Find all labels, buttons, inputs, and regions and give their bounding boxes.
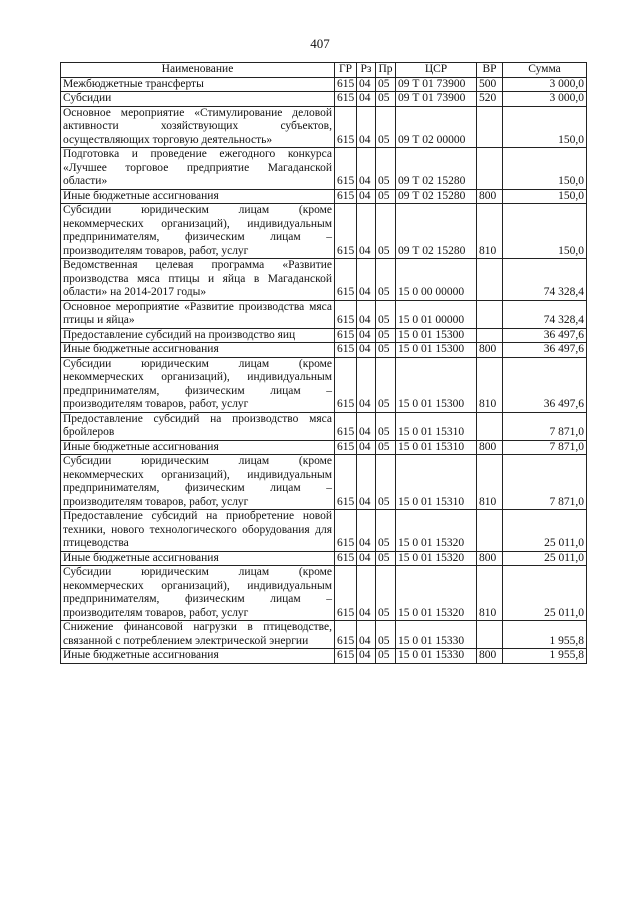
cell-rz: 04: [357, 92, 376, 107]
cell-rz: 04: [357, 412, 376, 440]
cell-name: Иные бюджетные ассигнования: [61, 649, 335, 664]
cell-sum: 7 871,0: [503, 455, 587, 510]
cell-csr: 15 0 01 15330: [396, 649, 477, 664]
cell-name: Субсидии юридическим лицам (кроме некоммерческих организаций), индивидуальным предпринимателям, физическим лицам – производителям товаров, работ, услуг: [61, 357, 335, 412]
column-header-vr: ВР: [477, 63, 503, 78]
budget-table: [60, 62, 587, 664]
cell-csr: 09 Т 02 00000: [396, 106, 477, 148]
cell-name: Ведомственная целевая программа «Развитие производства мяса птицы и яйца в Магаданской области» на 2014-2017 годы»: [61, 259, 335, 301]
cell-rz: 04: [357, 357, 376, 412]
cell-gr: 615: [335, 357, 357, 412]
cell-pr: 05: [376, 259, 396, 301]
cell-sum: 150,0: [503, 106, 587, 148]
cell-pr: 05: [376, 455, 396, 510]
cell-vr: [477, 328, 503, 343]
cell-name: Иные бюджетные ассигнования: [61, 343, 335, 358]
cell-sum: 36 497,6: [503, 328, 587, 343]
cell-pr: 05: [376, 551, 396, 566]
cell-name: Межбюджетные трансферты: [61, 77, 335, 92]
table-row: [61, 328, 587, 343]
cell-rz: 04: [357, 343, 376, 358]
cell-vr: 800: [477, 649, 503, 664]
cell-rz: 04: [357, 300, 376, 328]
cell-gr: 615: [335, 148, 357, 190]
cell-gr: 615: [335, 189, 357, 204]
cell-csr: 15 0 01 15320: [396, 566, 477, 621]
cell-name: Субсидии: [61, 92, 335, 107]
cell-pr: 05: [376, 148, 396, 190]
cell-name: Иные бюджетные ассигнования: [61, 189, 335, 204]
cell-csr: 09 Т 02 15280: [396, 148, 477, 190]
cell-vr: [477, 148, 503, 190]
cell-rz: 04: [357, 259, 376, 301]
cell-vr: 800: [477, 440, 503, 455]
cell-csr: 15 0 01 15300: [396, 328, 477, 343]
cell-pr: 05: [376, 300, 396, 328]
table-row: [61, 148, 587, 190]
cell-sum: 25 011,0: [503, 566, 587, 621]
cell-csr: 15 0 01 15310: [396, 412, 477, 440]
cell-rz: 04: [357, 204, 376, 259]
cell-sum: 7 871,0: [503, 412, 587, 440]
cell-rz: 04: [357, 566, 376, 621]
cell-name: Подготовка и проведение ежегодного конкурса «Лучшее торговое предприятие Магаданской области»: [61, 148, 335, 190]
cell-vr: 800: [477, 343, 503, 358]
cell-gr: 615: [335, 77, 357, 92]
cell-vr: [477, 300, 503, 328]
cell-rz: 04: [357, 77, 376, 92]
cell-gr: 615: [335, 204, 357, 259]
cell-sum: 1 955,8: [503, 649, 587, 664]
table-row: [61, 551, 587, 566]
cell-name: Иные бюджетные ассигнования: [61, 551, 335, 566]
cell-csr: 09 Т 02 15280: [396, 204, 477, 259]
cell-name: Основное мероприятие «Стимулирование деловой активности хозяйствующих субъектов, осуществляющих торговую деятельность»: [61, 106, 335, 148]
cell-sum: 150,0: [503, 189, 587, 204]
table-row: [61, 649, 587, 664]
cell-vr: 500: [477, 77, 503, 92]
cell-vr: 810: [477, 204, 503, 259]
cell-vr: [477, 259, 503, 301]
cell-vr: [477, 106, 503, 148]
cell-csr: 15 0 01 15310: [396, 440, 477, 455]
cell-rz: 04: [357, 106, 376, 148]
cell-pr: 05: [376, 343, 396, 358]
cell-gr: 615: [335, 510, 357, 552]
column-header-gr: ГР: [335, 63, 357, 78]
cell-sum: 150,0: [503, 148, 587, 190]
cell-csr: 15 0 01 00000: [396, 300, 477, 328]
cell-pr: 05: [376, 204, 396, 259]
cell-sum: 36 497,6: [503, 343, 587, 358]
cell-sum: 74 328,4: [503, 300, 587, 328]
cell-vr: [477, 412, 503, 440]
cell-sum: 7 871,0: [503, 440, 587, 455]
table-row: [61, 357, 587, 412]
table-row: [61, 412, 587, 440]
cell-rz: 04: [357, 621, 376, 649]
table-row: [61, 440, 587, 455]
cell-gr: 615: [335, 455, 357, 510]
cell-gr: 615: [335, 412, 357, 440]
cell-sum: 25 011,0: [503, 510, 587, 552]
cell-pr: 05: [376, 621, 396, 649]
cell-gr: 615: [335, 92, 357, 107]
cell-gr: 615: [335, 621, 357, 649]
cell-vr: 800: [477, 189, 503, 204]
cell-rz: 04: [357, 510, 376, 552]
cell-vr: 810: [477, 357, 503, 412]
cell-gr: 615: [335, 649, 357, 664]
cell-pr: 05: [376, 328, 396, 343]
table-row: [61, 621, 587, 649]
cell-gr: 615: [335, 328, 357, 343]
cell-name: Иные бюджетные ассигнования: [61, 440, 335, 455]
cell-rz: 04: [357, 148, 376, 190]
cell-name: Субсидии юридическим лицам (кроме некоммерческих организаций), индивидуальным предпринимателям, физическим лицам – производителям товаров, работ, услуг: [61, 455, 335, 510]
cell-pr: 05: [376, 412, 396, 440]
cell-rz: 04: [357, 328, 376, 343]
cell-csr: 09 Т 01 73900: [396, 77, 477, 92]
column-header-csr: ЦСР: [396, 63, 477, 78]
cell-sum: 1 955,8: [503, 621, 587, 649]
cell-vr: 800: [477, 551, 503, 566]
cell-sum: 3 000,0: [503, 92, 587, 107]
column-header-rz: Рз: [357, 63, 376, 78]
cell-gr: 615: [335, 440, 357, 455]
cell-pr: 05: [376, 510, 396, 552]
cell-sum: 74 328,4: [503, 259, 587, 301]
cell-pr: 05: [376, 649, 396, 664]
table-row: [61, 106, 587, 148]
page-number: 407: [310, 36, 330, 51]
cell-name: Предоставление субсидий на приобретение новой техники, нового технологического оборудования для птицеводства: [61, 510, 335, 552]
cell-vr: 810: [477, 566, 503, 621]
table-row: [61, 189, 587, 204]
cell-pr: 05: [376, 106, 396, 148]
table-row: [61, 455, 587, 510]
table-row: [61, 343, 587, 358]
table-row: [61, 77, 587, 92]
cell-gr: 615: [335, 566, 357, 621]
table-body: [61, 77, 587, 663]
cell-vr: 520: [477, 92, 503, 107]
cell-gr: 615: [335, 551, 357, 566]
cell-gr: 615: [335, 106, 357, 148]
cell-rz: 04: [357, 455, 376, 510]
column-header-sum: Сумма: [503, 63, 587, 78]
cell-gr: 615: [335, 343, 357, 358]
table-row: [61, 204, 587, 259]
cell-pr: 05: [376, 566, 396, 621]
cell-csr: 15 0 01 15330: [396, 621, 477, 649]
cell-name: Субсидии юридическим лицам (кроме некоммерческих организаций), индивидуальным предпринимателям, физическим лицам – производителям товаров, работ, услуг: [61, 566, 335, 621]
cell-csr: 15 0 01 15320: [396, 510, 477, 552]
cell-csr: 15 0 00 00000: [396, 259, 477, 301]
cell-gr: 615: [335, 300, 357, 328]
cell-sum: 3 000,0: [503, 77, 587, 92]
cell-csr: 15 0 01 15320: [396, 551, 477, 566]
cell-csr: 15 0 01 15300: [396, 357, 477, 412]
cell-pr: 05: [376, 440, 396, 455]
table-row: [61, 566, 587, 621]
table-row: [61, 510, 587, 552]
cell-sum: 36 497,6: [503, 357, 587, 412]
cell-vr: [477, 510, 503, 552]
cell-pr: 05: [376, 357, 396, 412]
cell-pr: 05: [376, 189, 396, 204]
cell-vr: [477, 621, 503, 649]
cell-vr: 810: [477, 455, 503, 510]
cell-pr: 05: [376, 77, 396, 92]
cell-pr: 05: [376, 92, 396, 107]
cell-csr: 15 0 01 15300: [396, 343, 477, 358]
cell-name: Предоставление субсидий на производство мяса бройлеров: [61, 412, 335, 440]
table-row: [61, 92, 587, 107]
table-row: [61, 259, 587, 301]
cell-sum: 150,0: [503, 204, 587, 259]
cell-rz: 04: [357, 649, 376, 664]
cell-name: Субсидии юридическим лицам (кроме некоммерческих организаций), индивидуальным предпринимателям, физическим лицам – производителям товаров, работ, услуг: [61, 204, 335, 259]
cell-gr: 615: [335, 259, 357, 301]
table-row: [61, 300, 587, 328]
cell-name: Снижение финансовой нагрузки в птицеводстве, связанной с потреблением электрической энергии: [61, 621, 335, 649]
column-header-pr: Пр: [376, 63, 396, 78]
cell-name: Основное мероприятие «Развитие производства мяса птицы и яйца»: [61, 300, 335, 328]
cell-rz: 04: [357, 551, 376, 566]
table-header-row: [61, 63, 587, 78]
cell-sum: 25 011,0: [503, 551, 587, 566]
cell-name: Предоставление субсидий на производство яиц: [61, 328, 335, 343]
cell-csr: 09 Т 02 15280: [396, 189, 477, 204]
cell-csr: 15 0 01 15310: [396, 455, 477, 510]
column-header-name: Наименование: [61, 63, 335, 78]
cell-rz: 04: [357, 189, 376, 204]
cell-rz: 04: [357, 440, 376, 455]
cell-csr: 09 Т 01 73900: [396, 92, 477, 107]
